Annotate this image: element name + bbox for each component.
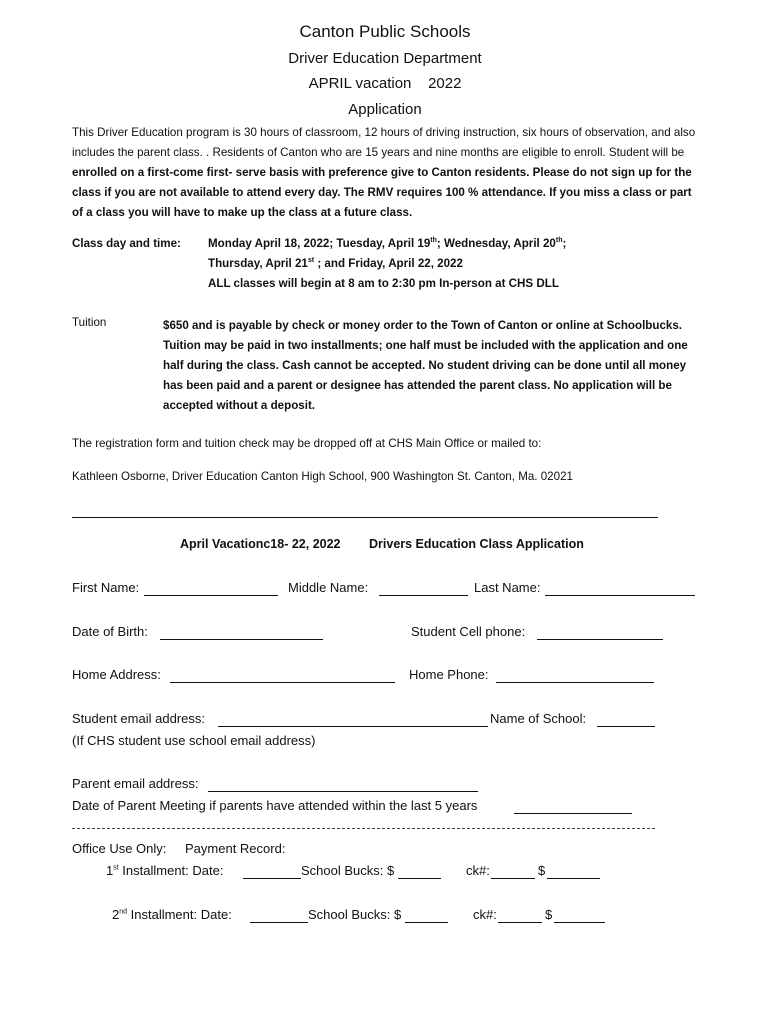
session-title: APRIL vacation 2022 xyxy=(308,75,462,92)
dob-label: Date of Birth: xyxy=(72,624,148,639)
schedule-line-2-b: ; and Friday, April 22, 2022 xyxy=(314,257,463,270)
form-title: Drivers Education Class Application xyxy=(369,537,584,551)
dashed-separator xyxy=(72,828,655,829)
installment-2-bucks-field[interactable] xyxy=(405,922,448,923)
payment-record-label: Payment Record: xyxy=(185,841,286,856)
installment-2-amount-label: $ xyxy=(545,907,553,922)
installment-2-label xyxy=(112,907,232,922)
schedule-line-1-c: ; xyxy=(562,237,567,250)
school-name-label: Name of School: xyxy=(490,711,587,726)
cell-phone-label: Student Cell phone: xyxy=(411,624,526,639)
parent-email-label: Parent email address: xyxy=(72,776,199,791)
dob-field[interactable] xyxy=(160,639,323,640)
separator-line xyxy=(72,517,658,518)
intro-bold-text: enrolled on a first-come first- serve basis with preference give to Canton residents. Please do not sign up for the class if you are not available to attend every day. The RMV requires 100 % attendance. If you miss a class or part of a class you will have to make up the class at a future class. xyxy=(72,166,692,219)
parent-meeting-label: Date of Parent Meeting if parents have attended within the last 5 years xyxy=(72,798,478,813)
installment-1-sup: st xyxy=(113,864,119,872)
schedule-line-1-a: Monday April 18, 2022; Tuesday, April 19 xyxy=(208,237,431,250)
installment-1-date-label: Installment: Date: xyxy=(118,863,224,878)
installment-2-ck-field[interactable] xyxy=(498,922,542,923)
installment-1-ck-field[interactable] xyxy=(491,878,535,879)
student-email-field[interactable] xyxy=(218,726,488,727)
tuition-label: Tuition xyxy=(72,316,107,329)
chs-email-note: (If CHS student use school email address) xyxy=(72,733,316,748)
home-address-label: Home Address: xyxy=(72,667,161,682)
installment-2-number: 2 xyxy=(112,907,120,922)
student-email-label: Student email address: xyxy=(72,711,205,726)
tuition-text: $650 and is payable by check or money order to the Town of Canton or online at Schoolbucks. Tuition may be paid in two installments; one half must be included with the application and one half during the class. Cash cannot be accepted. No student driving can be done until all money has been paid and a parent or designee has attended the parent class. No application will be accepted without a deposit. xyxy=(163,319,688,412)
installment-2-bucks-label: School Bucks: $ xyxy=(308,907,402,922)
last-name-label: Last Name: xyxy=(474,580,541,595)
middle-name-field[interactable] xyxy=(379,595,468,596)
home-phone-field[interactable] xyxy=(496,682,654,683)
installment-1-amount-field[interactable] xyxy=(547,878,600,879)
schedule-sup-19: th xyxy=(430,237,437,245)
installment-2-sup: nd xyxy=(119,908,128,916)
installment-1-bucks-label: School Bucks: $ xyxy=(301,863,395,878)
installment-1-number: 1 xyxy=(106,863,114,878)
first-name-label: First Name: xyxy=(72,580,140,595)
installment-1-bucks-field[interactable] xyxy=(398,878,441,879)
parent-meeting-field[interactable] xyxy=(514,813,632,814)
schedule-line-2 xyxy=(208,257,463,270)
schedule-sup-21: st xyxy=(307,257,315,265)
schedule-line-1 xyxy=(208,237,566,250)
installment-2-date-field[interactable] xyxy=(250,922,308,923)
department-name: Driver Education Department xyxy=(288,50,482,67)
school-name: Canton Public Schools xyxy=(299,22,471,41)
installment-2-date-label: Installment: Date: xyxy=(127,907,232,922)
last-name-field[interactable] xyxy=(545,595,695,596)
school-name-field[interactable] xyxy=(597,726,655,727)
dropoff-text: The registration form and tuition check may be dropped off at CHS Main Office or mailed to: xyxy=(72,437,542,450)
installment-2-amount-field[interactable] xyxy=(554,922,605,923)
intro-text: This Driver Education program is 30 hours of classroom, 12 hours of driving instruction, six hours of observation, and also includes the parent class. . Residents of Canton who are 15 years and nine months are eligible to enroll. Student will be xyxy=(72,126,696,159)
installment-1-amount-label: $ xyxy=(538,863,546,878)
installment-2-ck-label: ck#: xyxy=(473,907,497,922)
schedule-line-3: ALL classes will begin at 8 am to 2:30 pm In-person at CHS DLL xyxy=(208,277,559,290)
schedule-label: Class day and time: xyxy=(72,237,181,250)
home-address-field[interactable] xyxy=(170,682,395,683)
home-phone-label: Home Phone: xyxy=(409,667,489,682)
installment-1-label xyxy=(106,863,223,878)
middle-name-label: Middle Name: xyxy=(288,580,369,595)
schedule-sup-20: th xyxy=(555,237,563,245)
first-name-field[interactable] xyxy=(144,595,278,596)
cell-phone-field[interactable] xyxy=(537,639,663,640)
office-use-label: Office Use Only: xyxy=(72,841,167,856)
document-type: Application xyxy=(348,101,422,118)
parent-email-field[interactable] xyxy=(208,791,478,792)
installment-1-ck-label: ck#: xyxy=(466,863,490,878)
intro-paragraph xyxy=(72,123,702,223)
installment-1-date-field[interactable] xyxy=(243,878,301,879)
schedule-line-2-a: Thursday, April 21 xyxy=(208,257,308,270)
schedule-line-1-b: ; Wednesday, April 20 xyxy=(436,237,556,250)
form-title-dates: April Vacationc18- 22, 2022 xyxy=(180,537,341,551)
mailing-address: Kathleen Osborne, Driver Education Canton High School, 900 Washington St. Canton, Ma. 02021 xyxy=(72,470,573,483)
